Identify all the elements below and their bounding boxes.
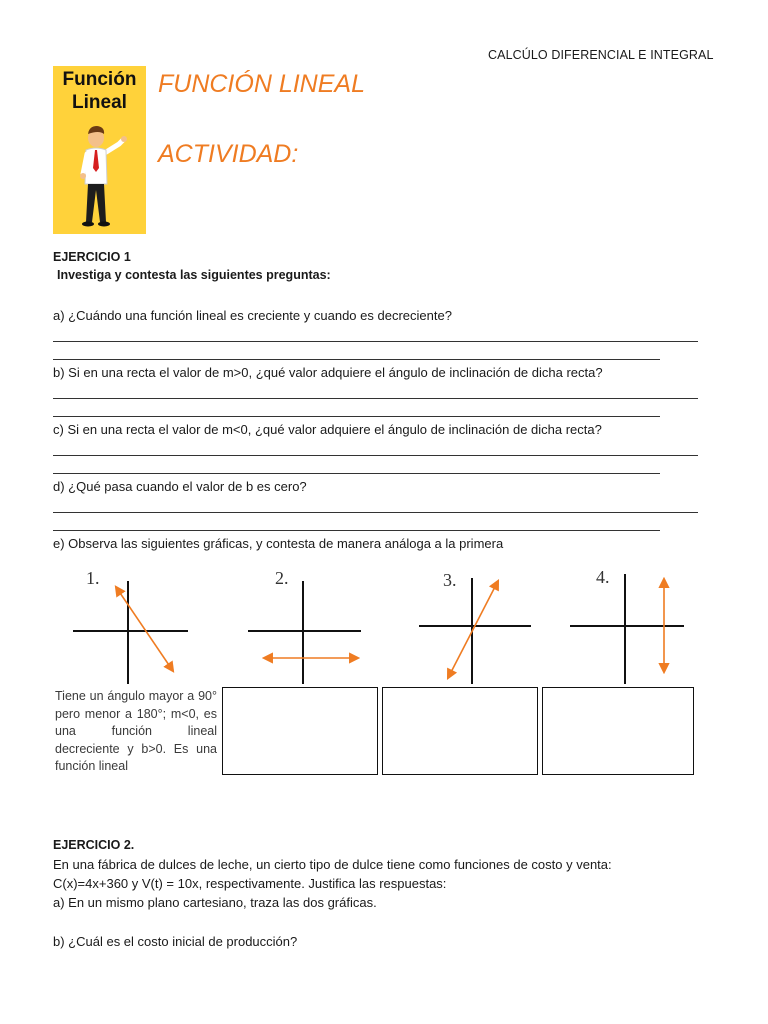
graph-1 [73,581,188,684]
logo [53,66,146,234]
graph-4-label: 4. [596,567,610,587]
graph-3-label: 3. [443,570,457,590]
exercise-2-line-2: C(x)=4x+360 y V(t) = 10x, respectivamente. Justifica las respuestas: [53,876,447,891]
answer-line[interactable] [53,455,698,456]
exercise-2-item-a: a) En un mismo plano cartesiano, traza las dos gráficas. [53,895,377,910]
page-subtitle: ACTIVIDAD: [158,140,299,168]
logo-line-2: Lineal [72,92,127,113]
answer-line[interactable] [53,530,660,531]
answer-line[interactable] [53,512,698,513]
graph-2-label: 2. [275,568,289,588]
exercise-2-item-b: b) ¿Cuál es el costo inicial de producción? [53,934,298,949]
exercise-2-line-1: En una fábrica de dulces de leche, un cierto tipo de dulce tiene como funciones de costo y venta: [53,857,612,872]
graph-4 [570,574,684,684]
answer-line[interactable] [53,473,660,474]
answer-line[interactable] [53,398,698,399]
graph-1-label: 1. [86,568,100,588]
question-e: e) Observa las siguientes gráficas, y contesta de manera análoga a la primera [53,536,504,551]
graphs-figure [0,560,768,695]
logo-line-1: Función [62,69,137,90]
answer-line[interactable] [53,341,698,342]
question-b: b) Si en una recta el valor de m>0, ¿qué valor adquiere el ángulo de inclinación de dicha recta? [53,365,603,380]
course-name: CALCÚLO DIFERENCIAL E INTEGRAL [488,48,714,62]
example-answer: Tiene un ángulo mayor a 90° pero menor a 180°; m<0, es una función lineal decreciente y b>0. Es una función lineal [55,689,217,774]
question-d: d) ¿Qué pasa cuando el valor de b es cero? [53,479,307,494]
answer-line[interactable] [53,359,660,360]
graph-2 [248,581,361,684]
graph-3 [419,578,531,684]
question-c: c) Si en una recta el valor de m<0, ¿qué valor adquiere el ángulo de inclinación de dicha recta? [53,422,602,437]
page-title: FUNCIÓN LINEAL [158,70,365,98]
answer-box-graph-4[interactable] [542,687,694,775]
question-a: a) ¿Cuándo una función lineal es creciente y cuando es decreciente? [53,308,452,323]
exercise-1-heading: EJERCICIO 1 [53,250,131,264]
exercise-1-instruction: Investiga y contesta las siguientes preguntas: [57,268,331,282]
answer-line[interactable] [53,416,660,417]
exercise-2-heading: EJERCICIO 2. [53,838,135,852]
answer-box-graph-2[interactable] [222,687,378,775]
answer-box-graph-3[interactable] [382,687,538,775]
